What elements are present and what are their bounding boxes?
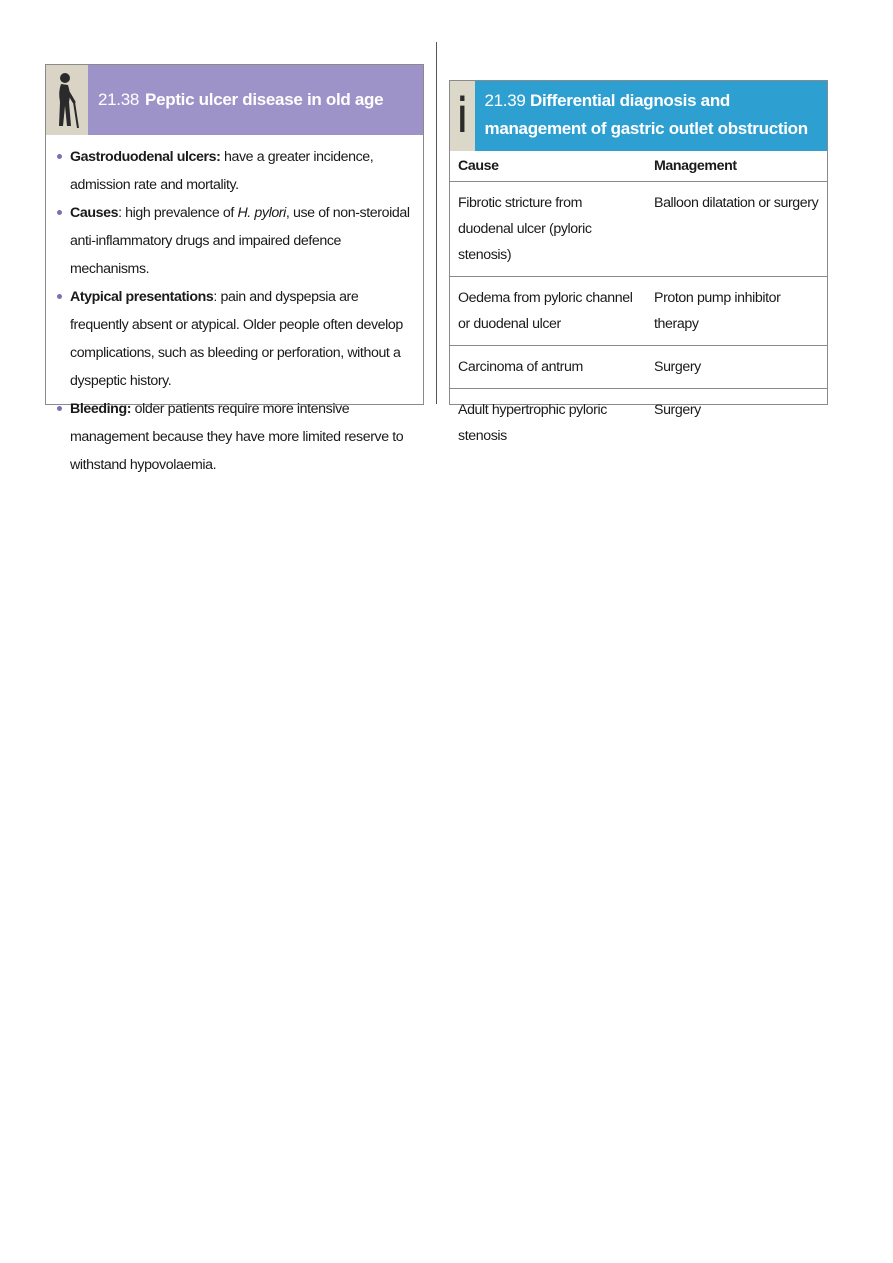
bullet-term: Gastroduodenal ulcers: (70, 149, 221, 165)
bullet-text: older patients require more intensive management because they have more limited reserve to withstand hypovolaemia. (70, 401, 404, 473)
box-header (46, 65, 423, 135)
list-item (54, 143, 413, 199)
bullet-text: have a greater incidence, admission rate and mortality. (70, 149, 374, 193)
list-item (54, 283, 413, 395)
bullet-icon (57, 294, 62, 299)
management-cell: Proton pump inhibitor therapy (646, 276, 827, 345)
elderly-person-icon (46, 65, 88, 135)
management-cell: Surgery (646, 345, 827, 388)
bullet-term: Bleeding: (70, 401, 132, 417)
table-row (450, 345, 827, 388)
box-number: 21.38 (98, 90, 140, 109)
cause-cell: Oedema from pyloric channel or duodenal ulcer (450, 276, 646, 345)
management-cell: Surgery (654, 401, 701, 418)
table-header-row (450, 151, 827, 181)
info-glyph: i (455, 88, 469, 144)
box-title (475, 81, 828, 151)
box-number: 21.39 (484, 91, 526, 110)
bullet-text-italic: H. pylori (237, 205, 286, 221)
bullet-text: : high prevalence of (118, 205, 238, 221)
bullet-term: Causes (70, 205, 119, 221)
column-header-cause: Cause (450, 151, 646, 181)
table-row (450, 181, 827, 276)
bullet-text: : pain and dyspepsia are frequently absent or atypical. Older people often develop complications, such as bleeding or perforation, without a dyspeptic history. (70, 289, 403, 389)
box-peptic-ulcer-old-age (45, 64, 424, 473)
bullet-icon (57, 210, 62, 215)
bullet-term: Atypical presentations (70, 289, 214, 305)
box-header (450, 81, 827, 151)
bullet-icon (57, 154, 62, 159)
cause-cell: Fibrotic stricture from duodenal ulcer (pyloric stenosis) (450, 181, 646, 276)
cause-cell: Carcinoma of antrum (450, 345, 646, 388)
table-row (450, 276, 827, 345)
column-divider (436, 42, 437, 404)
bullet-list (46, 135, 423, 479)
box-title (88, 65, 383, 135)
table-row (450, 388, 827, 457)
box-gastric-outlet-obstruction (449, 80, 828, 444)
list-item (54, 199, 413, 283)
list-item (54, 395, 413, 479)
info-icon (450, 81, 475, 151)
cause-cell: Adult hypertrophic pyloric stenosis (458, 401, 607, 444)
bullet-icon (57, 406, 62, 411)
box-title-text: Differential diagnosis and management of gastric outlet obstruction (484, 91, 808, 138)
box-title-text: Peptic ulcer disease in old age (145, 90, 384, 109)
bullet-text: , use of non-steroidal anti-inflammatory drugs and impaired defence mechanisms. (70, 205, 410, 277)
diagnosis-table (450, 151, 827, 457)
management-cell: Balloon dilatation or surgery (646, 181, 827, 276)
column-header-management: Management (646, 151, 827, 181)
